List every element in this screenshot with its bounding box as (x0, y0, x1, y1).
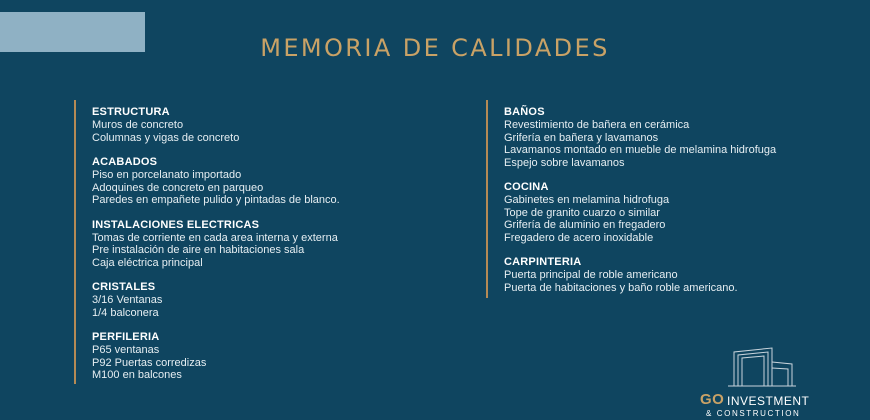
section-cocina (504, 181, 864, 244)
section-item: Revestimiento de bañera en cerámica (504, 119, 690, 131)
section-item: Caja eléctrica principal (92, 256, 203, 269)
section-estructura (92, 106, 452, 144)
logo-main-text: INVESTMENT (727, 394, 810, 408)
section-heading: CARPINTERIA (504, 256, 582, 268)
logo-sub-text: & CONSTRUCTION (706, 409, 801, 418)
section-item: Grifería de aluminio en fregadero (504, 219, 666, 231)
section-heading: ESTRUCTURA (92, 106, 170, 118)
section-item: Adoquines de concreto en parqueo (92, 181, 264, 194)
section-item: Paredes en empañete pulido y pintadas de blanco. (92, 194, 340, 206)
company-logo (700, 344, 820, 420)
section-item: M100 en balcones (92, 369, 182, 381)
section-item: Espejo sobre lavamanos (504, 156, 625, 169)
section-heading: BAÑOS (504, 106, 545, 118)
section-item: Piso en porcelanato importado (92, 169, 242, 181)
page-title: MEMORIA DE CALIDADES (260, 34, 610, 63)
section-item: 1/4 balconera (92, 306, 159, 319)
section-item: Gabinetes en melamina hidrofuga (504, 194, 670, 206)
section-acabados (92, 156, 452, 207)
section-heading: CRISTALES (92, 281, 156, 293)
section-carpinteria (504, 256, 864, 294)
section-cristales (92, 281, 452, 319)
section-baños (504, 106, 864, 169)
section-item: Grifería en bañera y lavamanos (504, 131, 659, 144)
section-item: Tomas de corriente en cada area interna y externa (92, 231, 338, 244)
section-item: Fregadero de acero inoxidable (504, 231, 654, 244)
section-item: Columnas y vigas de concreto (92, 131, 240, 144)
section-item: Puerta de habitaciones y baño roble americano. (504, 281, 738, 294)
section-heading: INSTALACIONES ELECTRICAS (92, 218, 260, 231)
section-heading: PERFILERIA (92, 331, 160, 343)
logo-go-text: GO (700, 391, 725, 408)
section-item: Lavamanos montado en mueble de melamina hidrofuga (504, 144, 777, 156)
section-item: P92 Puertas corredizas (92, 356, 207, 369)
left-column (74, 100, 452, 384)
building-icon (726, 344, 796, 388)
right-column (486, 100, 864, 298)
section-item: Puerta principal de roble americano (504, 269, 678, 281)
section-item: P65 ventanas (92, 344, 160, 356)
section-perfileria (92, 331, 452, 382)
section-instalaciones-electricas (92, 219, 452, 270)
section-item: Muros de concreto (92, 119, 184, 131)
section-heading: ACABADOS (92, 156, 158, 168)
section-item: Tope de granito cuarzo o similar (504, 206, 660, 219)
section-heading: COCINA (504, 181, 549, 193)
section-item: Pre instalación de aire en habitaciones sala (92, 244, 305, 256)
section-item: 3/16 Ventanas (92, 294, 163, 306)
